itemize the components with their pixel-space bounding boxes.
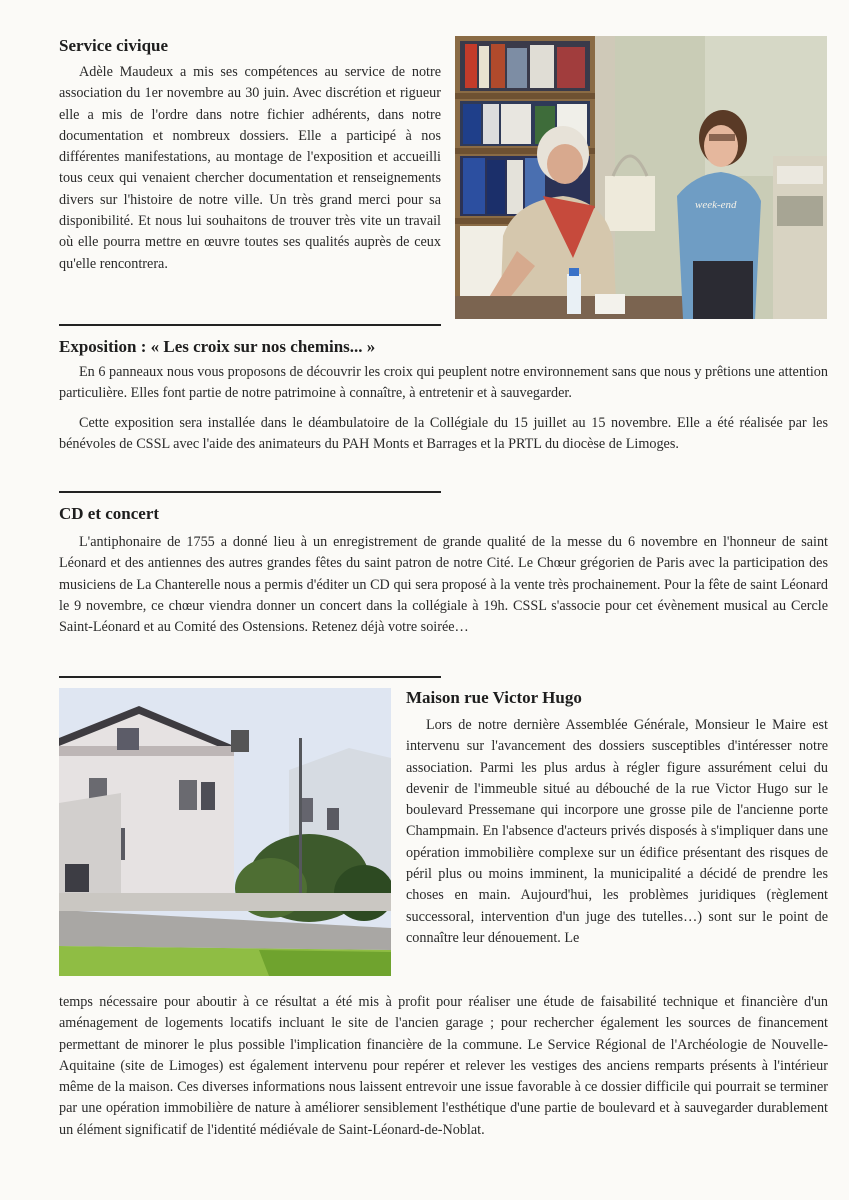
photo-maison-victor-hugo [59, 688, 391, 976]
heading-cd-concert: CD et concert [59, 504, 160, 523]
paragraph-maison-full: temps nécessaire pour aboutir à ce résultat a été mis à profit pour réaliser une étude de faisabilité technique et financière d'un aménagement de logements locatifs incluant le site de l'ancien garage ; pour rechercher également les sources de financement permettant de minorer le plus possible l'implication financière de la commune. Le Service Régional de l'Archéologie de Nouvelle-Aquitaine (site de Limoges) est également intervenu pour repérer et relever les vestiges des anciens remparts présents à l'intérieur même de la maison. Ces diverses informations nous laissent entrevoir une issue favorable à ce dossier difficile qui pourrait se terminer par une opération immobilière de nature à améliorer sensiblement l'esthétique d'une partie de boulevard et à sauvegarder durablement un élément significatif de l'identité médiévale de Saint-Léonard-de-Noblat. [59, 994, 828, 1138]
divider-2 [59, 491, 441, 493]
paragraph-exposition-1: En 6 panneaux nous vous proposons de découvrir les croix qui peuplent notre environnement sans que nous y prêtions une attention particulière. Elles font partie de notre patrimoine à connaître, à entretenir et à sauvegarder. [59, 364, 828, 402]
divider-3 [59, 676, 441, 678]
paragraph-service-civique: Adèle Maudeux a mis ses compétences au service de notre association du 1er novembre au 30 juin. Avec discrétion et rigueur elle a mis de l'ordre dans notre fichier adhérents, dans notre documentation et nombreux dossiers. Elle a participé à nos différentes manifestations, au montage de l'exposition et accueilli tous ceux qui venaient chercher documentation et renseignements divers sur l'histoire de notre ville. Un très grand merci pour sa disponibilité. Et nous lui souhaitons de trouver très vite un travail où elle pourra mettre en œuvre toutes ses qualités auprès de ceux qu'elle rencontrera. [59, 64, 441, 272]
paragraph-cd-concert: L'antiphonaire de 1755 a donné lieu à un enregistrement de grande qualité de la messe du 6 novembre en l'honneur de saint Léonard et des antiennes des autres grandes fêtes du saint patron de notre Cité. Le Chœur grégorien de Paris avec la participation des musiciens de La Chanterelle nous a permis d'éditer un CD qui sera proposé à la vente très prochainement. Pour la fête de saint Léonard le 9 novembre, ce chœur viendra donner un concert dans la collégiale à 19h. CSSL s'associe pour cet évènement musical au Cercle Saint-Léonard et au Comité des Ostensions. Retenez déjà votre soirée… [59, 534, 828, 636]
heading-exposition: Exposition : « Les croix sur nos chemins... » [59, 337, 376, 356]
divider-1 [59, 324, 441, 326]
paragraph-maison-side: Lors de notre dernière Assemblée Générale, Monsieur le Maire est intervenu sur l'avancement des dossiers susceptibles d'intéresser notre association. Parmi les plus ardus à régler figure assurément celui du devenir de l'immeuble situé au débouché de la rue Victor Hugo sur le boulevard Pressemane qui incorpore une grosse pile de l'ancienne porte Champmain. En l'absence d'acteurs privés disposés à s'impliquer dans une opération immobilière complexe sur un édifice présentant des risques de péril plus ou moins imminent, la municipalité a décidé de prendre les choses en main. Aujourd'hui, les problèmes juridiques (règlement successoral, intervention d'un juge des tutelles…) sont sur le point de connaître leur dénouement. Le [406, 717, 828, 946]
shirt-print-text: week-end [695, 199, 737, 211]
heading-service-civique: Service civique [59, 36, 169, 55]
photo-office-volunteers [455, 36, 827, 319]
paragraph-exposition-2: Cette exposition sera installée dans le déambulatoire de la Collégiale du 15 juillet au 15 novembre. Elle a été réalisée par les bénévoles de CSSL avec l'aide des animateurs du PAH Monts et Barrages et la PRTL du diocèse de Limoges. [59, 415, 828, 453]
heading-maison-victor-hugo: Maison rue Victor Hugo [406, 688, 582, 707]
